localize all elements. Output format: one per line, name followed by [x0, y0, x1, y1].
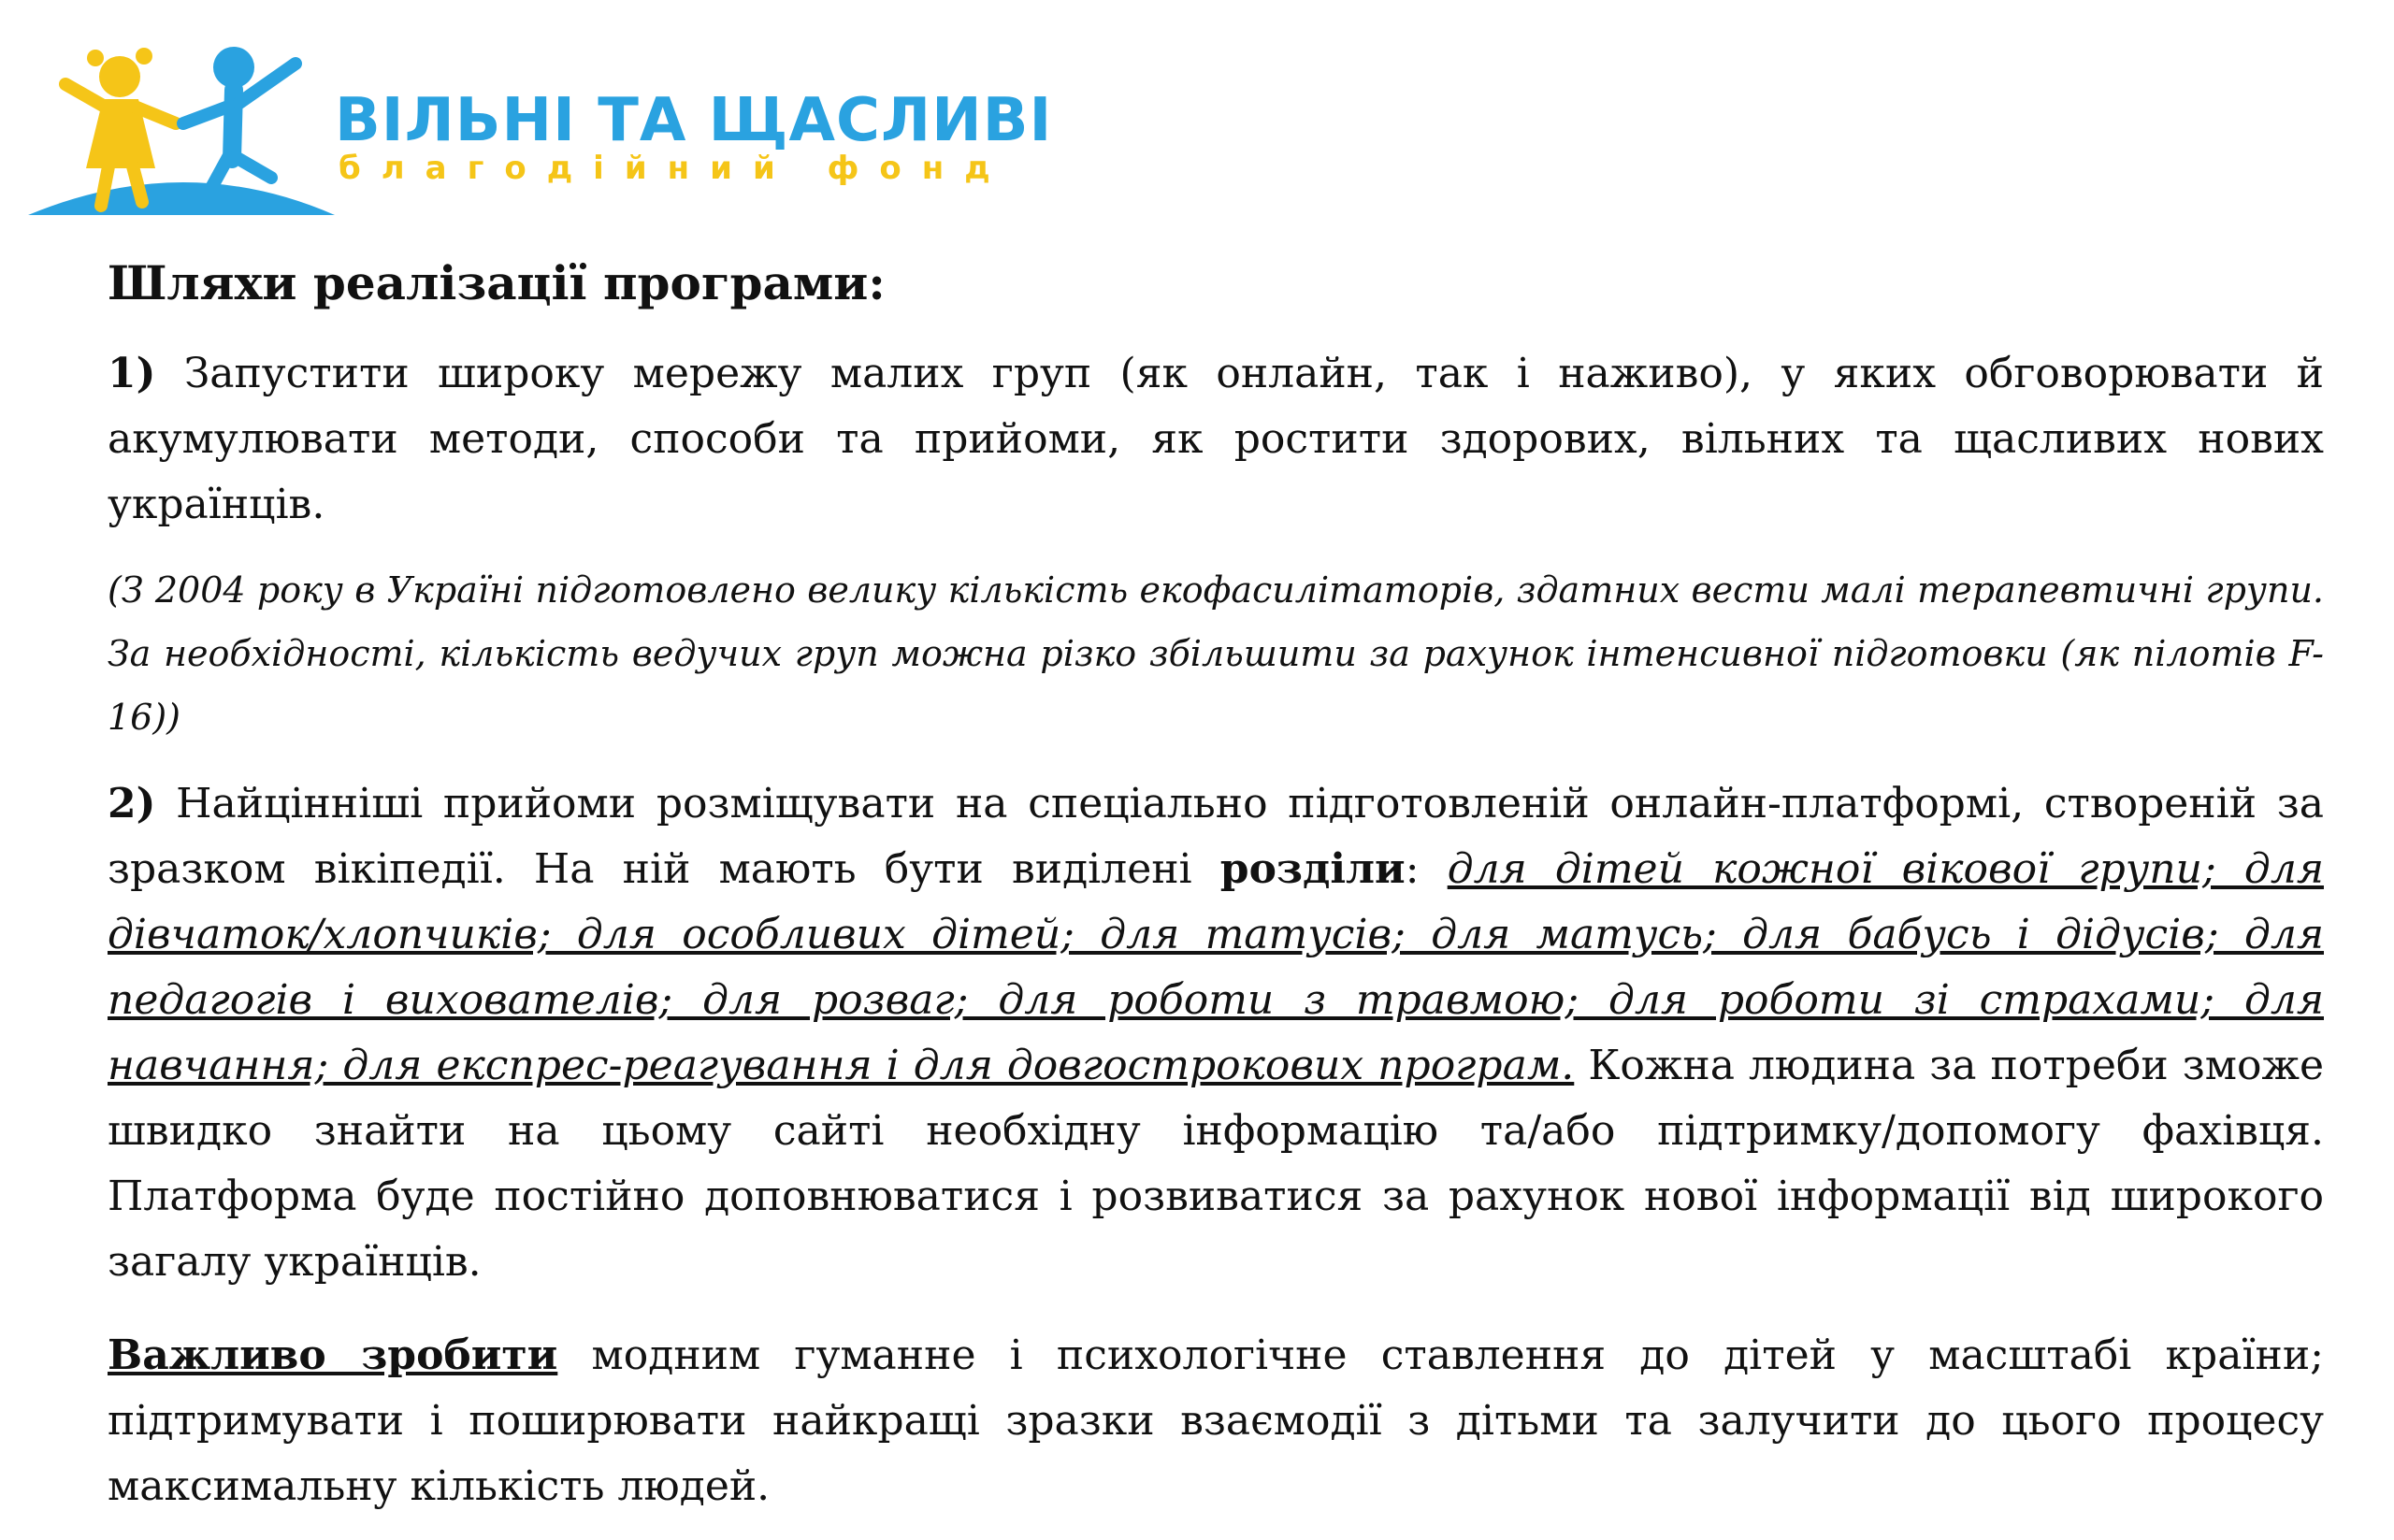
paragraph-item-2: [108, 771, 2324, 1295]
important-text: модним гуманне і психологічне ставлення до дітей у масштабі країни; підтримувати і поширювати найкращі зразки взаємодії з дітьми та залучити до цього процесу максимальну кількість людей.: [108, 1331, 2324, 1510]
item-2-rest: Кожна людина за потреби зможе швидко знайти на цьому сайті необхідну інформацію та/або підтримку/допомогу фахівця. Платформа буде постійно доповнюватися і розвиватися за рахунок нової інформації від широкого загалу українців.: [108, 1042, 2324, 1286]
logo-subtitle: благодійний фонд: [339, 150, 1011, 187]
children-figures-icon: [26, 37, 335, 224]
sections-list: для дітей кожної вікової групи; для дівчаток/хлопчиків; для особливих дітей; для татусів; для матусь; для бабусь і дідусів; для педагогів і вихователів; для розваг; для роботи з травмою; для роботи зі страхами; для навчання; для експрес-реагування і для довгострокових програм.: [108, 845, 2324, 1089]
paragraph-item-1: [108, 341, 2324, 538]
item-1-number: 1): [108, 350, 156, 397]
document-body: [108, 252, 2324, 1540]
foundation-logo: [26, 37, 1053, 224]
item-2-intro: Найцінніші прийоми розміщувати на спеціально підготовленій онлайн-платформі, створеній за зразком вікіпедії. На ній мають бути виділені: [108, 780, 2324, 893]
sections-colon: :: [1405, 845, 1420, 893]
paragraph-important: [108, 1323, 2324, 1519]
item-1-text: Запустити широку мережу малих груп (як онлайн, так і наживо), у яких обговорювати й акумулювати методи, способи та прийоми, як ростити здорових, вільних та щасливих нових українців.: [108, 350, 2324, 528]
item-2-number: 2): [108, 780, 156, 828]
note-paragraph: (З 2004 року в Україні підготовлено велику кількість екофасилітаторів, здатних вести малі терапевтичні групи. За необхідності, кількість ведучих груп можна різко збільшити за рахунок інтенсивної підготовки (як пілотів F-16)): [108, 569, 2324, 738]
section-heading: Шляхи реалізації програми:: [108, 255, 886, 310]
logo-title: ВІЛЬНІ ТА ЩАСЛИВІ: [335, 86, 1053, 155]
important-label: Важливо зробити: [108, 1331, 558, 1379]
sections-label: розділи: [1219, 845, 1406, 893]
